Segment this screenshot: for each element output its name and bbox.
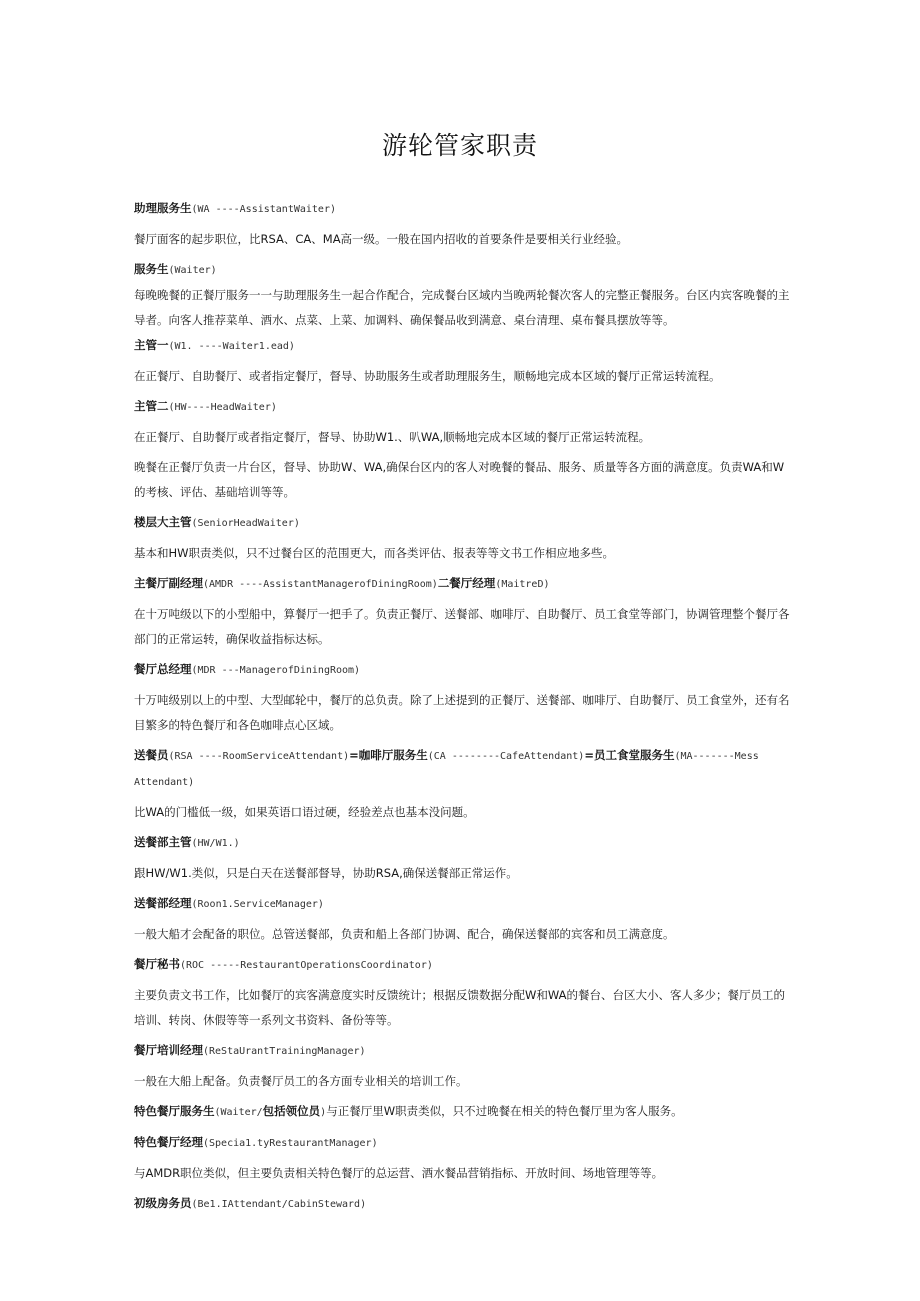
document-body: [134, 196, 794, 1222]
section-heading: 主管一(W1. ----Waiter1.ead): [134, 338, 295, 352]
section-heading: 餐厅培训经理(ReStaUrantTrainingManager): [134, 1043, 366, 1057]
document-title: 游轮管家职责: [381, 131, 538, 160]
section-heading: 餐厅总经理(MDR ---ManagerofDiningRoom): [134, 662, 361, 676]
section-desc: 一般在大船上配备。负责餐厅员工的各方面专业相关的培训工作。: [134, 1074, 468, 1088]
section-heading: 送餐员(RSA ----RoomServiceAttendant)=咖啡厅服务生(CA --------CafeAttendant)=员工食堂服务生(MA-------Mess Attendant): [134, 748, 759, 788]
section-desc: 基本和HW职责类似，只不过餐台区的范围更大，而各类评估、报表等等文书工作相应地多些。: [134, 546, 615, 560]
section-heading: 初级房务员(Be1.IAttendant/CabinSteward): [134, 1196, 367, 1210]
section-desc: 与AMDR职位类似，但主要负责相关特色餐厅的总运营、酒水餐品营销指标、开放时间、场地管理等等。: [134, 1166, 664, 1180]
section-heading: 送餐部主管(HW/W1.): [134, 835, 240, 849]
section-desc: 一般大船才会配备的职位。总管送餐部，负责和船上各部门协调、配合，确保送餐部的宾客和员工满意度。: [134, 927, 675, 941]
section-desc: 比WA的门槛低一级，如果英语口语过硬，经验差点也基本没问题。: [134, 805, 475, 819]
section-desc: 跟HW/W1.类似，只是白天在送餐部督导，协助RSA,确保送餐部正常运作。: [134, 866, 518, 880]
section-heading: 送餐部经理(Roon1.ServiceManager): [134, 896, 324, 910]
section-desc: 主要负责文书工作，比如餐厅的宾客满意度实时反馈统计；根据反馈数据分配W和WA的餐台、台区大小、客人多少；餐厅员工的培训、转岗、休假等等一系列文书资料、备份等等。: [134, 988, 785, 1027]
section-heading: 楼层大主管(SeniorHeadWaiter): [134, 515, 300, 529]
section-heading: 主管二(HW----HeadWaiter): [134, 399, 277, 413]
section-heading: 服务生(Waiter): [134, 262, 217, 276]
section-desc: 晚餐在正餐厅负责一片台区，督导、协助W、WA,确保台区内的客人对晚餐的餐品、服务、质量等各方面的满意度。负责WA和W的考核、评估、基础培训等等。: [134, 460, 785, 499]
section-desc: 每晚晚餐的正餐厅服务一一与助理服务生一起合作配合，完成餐台区域内当晚两轮餐次客人的完整正餐服务。台区内宾客晚餐的主导者。向客人推荐菜单、酒水、点菜、上菜、加调料、确保餐品收到满意、桌台清理、桌布餐具摆放等等。: [134, 288, 790, 327]
section-heading: 特色餐厅经理(Specia1.tyRestaurantManager): [134, 1135, 378, 1149]
section-desc: 在正餐厅、自助餐厅、或者指定餐厅，督导、协助服务生或者助理服务生，顺畅地完成本区域的餐厅正常运转流程。: [134, 369, 721, 383]
section-desc: 在正餐厅、自助餐厅或者指定餐厅，督导、协助W1.、叭WA,顺畅地完成本区域的餐厅正常运转流程。: [134, 430, 651, 444]
section-heading: 餐厅秘书(ROC -----RestaurantOperationsCoordinator): [134, 957, 433, 971]
section-heading: 特色餐厅服务生(Waiter/包括领位员)与正餐厅里W职责类似，只不过晚餐在相关的特色餐厅里为客人服务。: [134, 1104, 683, 1118]
section-heading: 助理服务生(WA ----AssistantWaiter): [134, 201, 336, 215]
section-desc: 在十万吨级以下的小型船中，算餐厅一把手了。负责正餐厅、送餐部、咖啡厅、自助餐厅、员工食堂等部门，协调管理整个餐厅各部门的正常运转，确保收益指标达标。: [134, 607, 790, 646]
section-heading: 主餐厅副经理(AMDR ----AssistantManagerofDiningRoom)二餐厅经理(MaitreD): [134, 576, 550, 590]
section-desc: 餐厅面客的起步职位，比RSA、CA、MA高一级。一般在国内招收的首要条件是要相关行业经验。: [134, 232, 629, 246]
section-desc: 十万吨级别以上的中型、大型邮轮中，餐厅的总负责。除了上述提到的正餐厅、送餐部、咖啡厅、自助餐厅、员工食堂外，还有名目繁多的特色餐厅和各色咖啡点心区域。: [134, 693, 790, 732]
